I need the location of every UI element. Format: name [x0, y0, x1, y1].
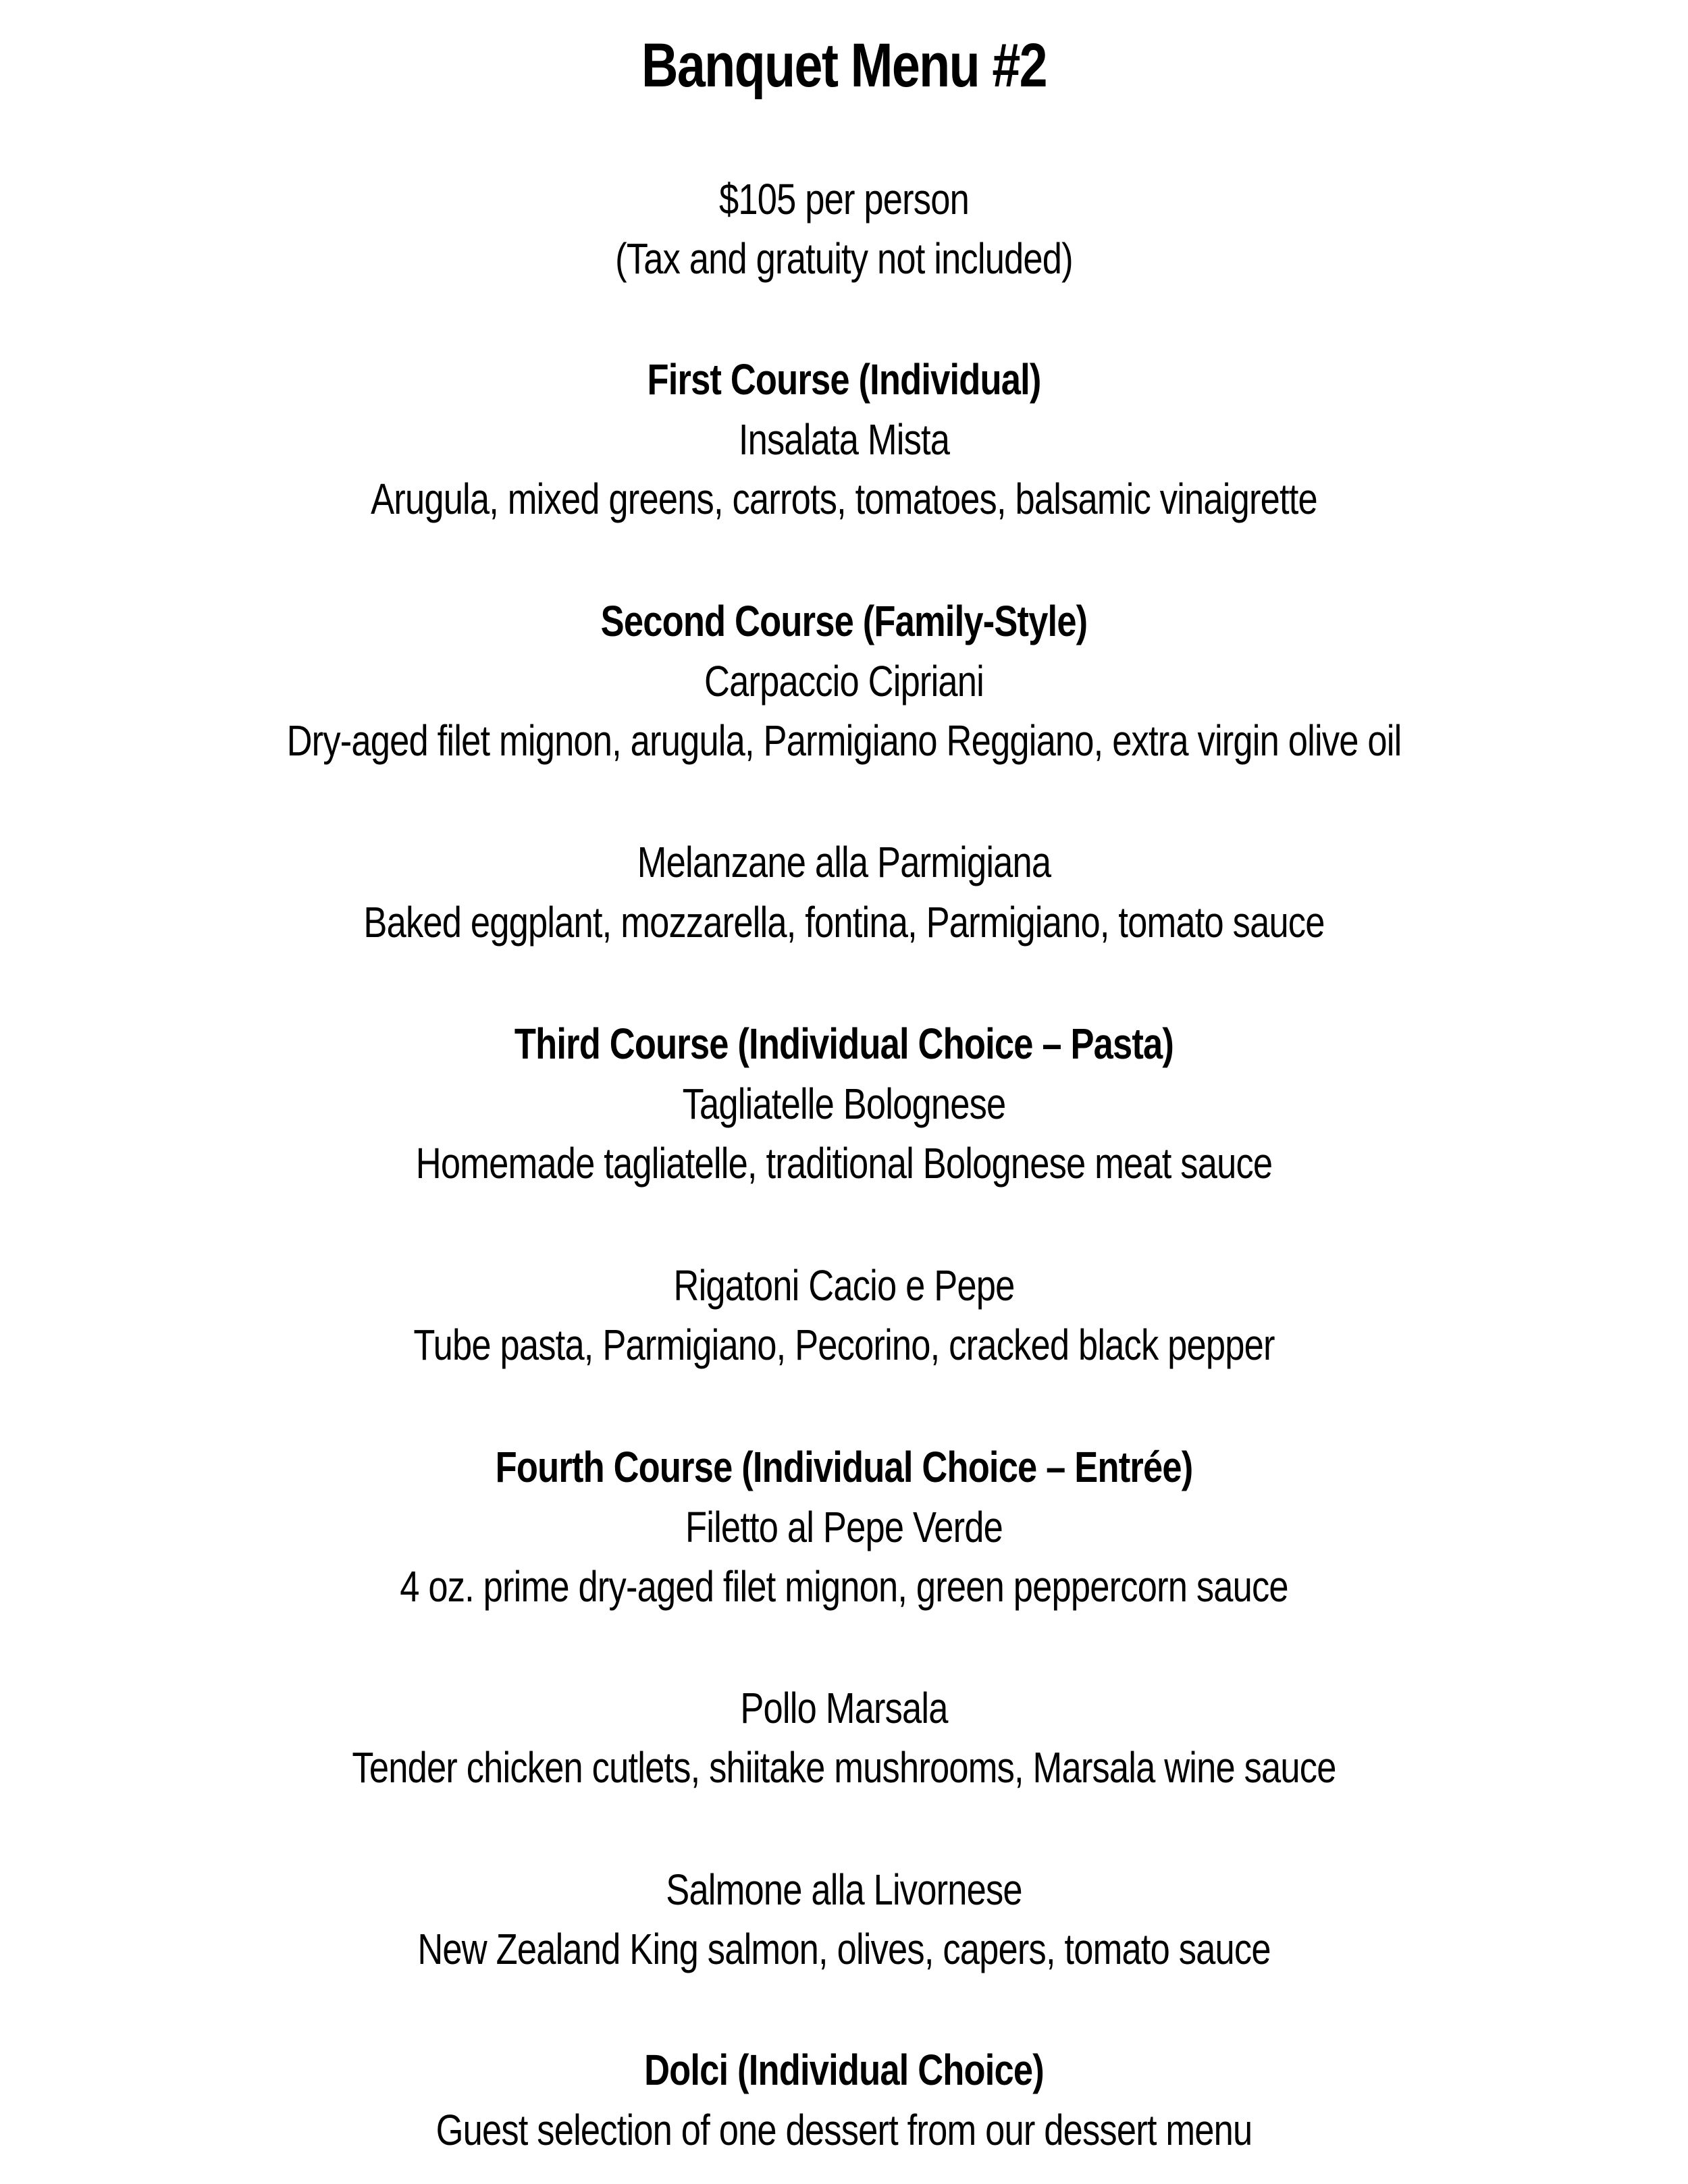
fourth-course-item-desc: 4 oz. prime dry-aged filet mignon, green peppercorn sauce	[400, 1562, 1288, 1611]
third-course-heading: Third Course (Individual Choice – Pasta)	[514, 1019, 1174, 1068]
first-course-item-name: Insalata Mista	[738, 415, 950, 464]
tax-note: (Tax and gratuity not included)	[615, 234, 1073, 283]
price-text: $105 per person	[719, 175, 969, 223]
third-course-item-desc: Tube pasta, Parmigiano, Pecorino, cracked black pepper	[413, 1321, 1275, 1369]
third-course-item-name: Tagliatelle Bolognese	[682, 1080, 1006, 1128]
second-course-item-desc: Dry-aged filet mignon, arugula, Parmigiano Reggiano, extra virgin olive oil	[286, 716, 1402, 765]
fourth-course-heading: Fourth Course (Individual Choice – Entrée)	[495, 1443, 1193, 1491]
fourth-course-item-name: Salmone alla Livornese	[666, 1865, 1022, 1914]
second-course-item-name: Melanzane alla Parmigiana	[637, 838, 1051, 886]
third-course-item-desc: Homemade tagliatelle, traditional Bolognese meat sauce	[415, 1139, 1273, 1188]
second-course-heading: Second Course (Family-Style)	[600, 597, 1088, 645]
first-course-heading: First Course (Individual)	[647, 355, 1041, 404]
page-title: Banquet Menu #2	[641, 31, 1047, 100]
fourth-course-item-name: Filetto al Pepe Verde	[685, 1503, 1003, 1551]
second-course-item-name: Carpaccio Cipriani	[704, 657, 984, 705]
first-course-item-desc: Arugula, mixed greens, carrots, tomatoes, balsamic vinaigrette	[371, 475, 1317, 523]
dolci-item-desc: Guest selection of one dessert from our dessert menu	[436, 2106, 1252, 2154]
dolci-heading: Dolci (Individual Choice)	[644, 2046, 1044, 2094]
fourth-course-item-name: Pollo Marsala	[740, 1684, 948, 1732]
fourth-course-item-desc: New Zealand King salmon, olives, capers, tomato sauce	[417, 1925, 1271, 1973]
fourth-course-item-desc: Tender chicken cutlets, shiitake mushrooms, Marsala wine sauce	[352, 1743, 1336, 1792]
second-course-item-desc: Baked eggplant, mozzarella, fontina, Parmigiano, tomato sauce	[363, 898, 1325, 947]
third-course-item-name: Rigatoni Cacio e Pepe	[673, 1261, 1015, 1310]
